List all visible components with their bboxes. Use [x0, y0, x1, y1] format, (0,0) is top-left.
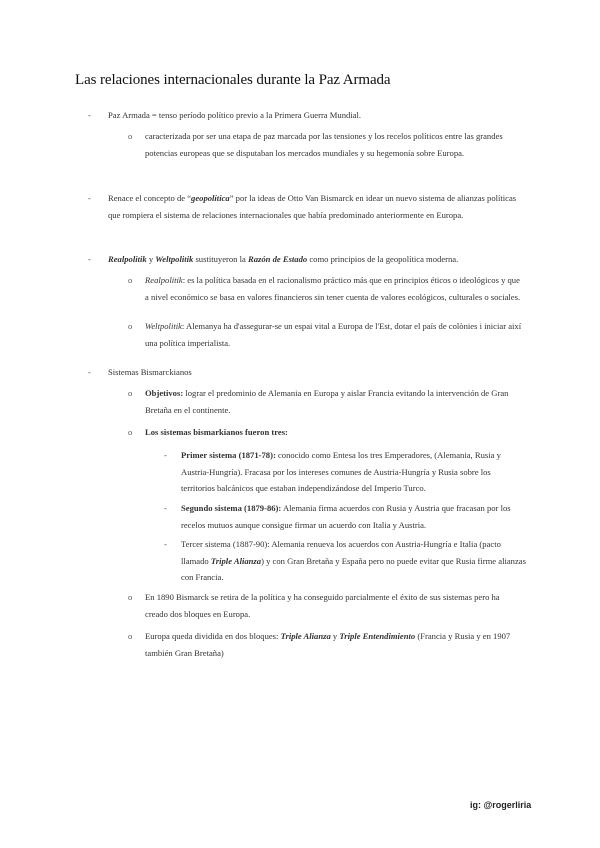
text-run: y [330, 631, 340, 641]
objetivos-label: Objetivos: [145, 388, 184, 398]
text-run: conocido como Entesa los tres Emperadores, (Alemania, Rusia y Austria-Hungría). Fracasa por los intereses comunes de Austria-Hungría y Rusia sobre los territorios balcánicos que estaban independizándose del Imperio Turco. [181, 450, 501, 493]
term-realpolitik: Realpolitik [108, 254, 147, 264]
bullet-dash: - [164, 503, 167, 513]
bullet-ring: o [128, 631, 133, 641]
text-run: como principios de la geopolítica moderna. [307, 254, 459, 264]
term-weltpolitik: Weltpolitik [145, 321, 182, 331]
system-label: Segundo sistema (1879-86): [181, 503, 282, 513]
term-triple-entendimiento: Triple Entendimiento [339, 631, 416, 641]
bullet-dash: - [88, 367, 91, 377]
objetivos-item [145, 385, 523, 418]
text-run: : Alemanya ha d'assegurar-se un espai vital a Europa de l'Est, dotar el país de colònies i iniciar així una política imperialista. [145, 321, 522, 348]
term-geopolitica: geopolítica [191, 193, 230, 203]
paz-armada-description: caracterizada por ser una etapa de paz marcada por las tensiones y los recelos políticos entre las grandes potencias europeas que se disputaban los mercados mundiales y su hegemonía sobre Europa. [145, 131, 503, 158]
systems-list-heading: Los sistemas bismarkianos fueron tres: [145, 427, 288, 437]
text-run: ) y con Gran Bretaña y España pero no puede evitar que Rusia firme alianzas con Francia. [181, 555, 526, 582]
bullet-dash: - [164, 450, 167, 460]
term-weltpolitik: Weltpolitik [155, 254, 194, 264]
system-label: Tercer sistema (1887-90): [181, 539, 270, 549]
text-run: sustituyeron la [193, 254, 248, 264]
principles-paragraph [108, 251, 528, 268]
bullet-dash: - [164, 539, 167, 549]
paz-armada-definition: Paz Armada = tenso período político previo a la Primera Guerra Mundial. [108, 110, 362, 120]
text-run: Alemania renueva los acuerdos con Austria-Hungría e Italia (pacto llamado [181, 539, 501, 566]
geopolitica-paragraph [108, 190, 528, 223]
text-run: Europa queda dividida en dos bloques: [145, 631, 281, 641]
bismarck-retirement-note: En 1890 Bismarck se retira de la política y ha conseguido parcialmente el éxito de sus sistemas pero ha creado dos bloques en Europa. [145, 592, 500, 619]
realpolitik-definition [145, 272, 523, 305]
weltpolitik-definition [145, 318, 523, 351]
bullet-ring: o [128, 321, 133, 331]
term-realpolitik: Realpolitik [145, 275, 183, 285]
primer-sistema-item [181, 447, 526, 497]
text-run: y [146, 254, 156, 264]
sistemas-heading: Sistemas Bismarckianos [108, 367, 192, 377]
term-razon-de-estado: Razón de Estado [247, 254, 308, 264]
term-triple-alianza: Triple Alianza [280, 631, 331, 641]
term-triple-alianza: Triple Alianza [210, 555, 262, 566]
bullet-ring: o [128, 592, 133, 602]
author-handle: ig: @rogerliria [470, 800, 532, 810]
bullet-dash: - [88, 193, 91, 203]
system-label: Primer sistema (1871-78): [181, 450, 276, 460]
text-run: (Francia y Rusia y en 1907 también Gran Bretaña) [145, 631, 511, 658]
bullet-dash: - [88, 254, 91, 264]
page-title: Las relaciones internacionales durante la Paz Armada [75, 72, 391, 88]
europe-blocs-note [145, 628, 523, 661]
bullet-ring: o [128, 131, 133, 141]
bullet-ring: o [128, 275, 133, 285]
text-run: lograr el predominio de Alemania en Europa y aislar Francia evitando la intervención de Gran Bretaña en el continente. [145, 388, 509, 415]
segundo-sistema-item [181, 500, 526, 533]
text-run: ” por la ideas de Otto Van Bismarck en idear un nuevo sistema de alianzas políticas que rompiera el sistema de relaciones internacionales que había predominado anteriormente en Europa. [108, 193, 517, 220]
text-run: Renace el concepto de “ [108, 193, 192, 203]
bullet-ring: o [128, 388, 133, 398]
text-run: Alemania firma acuerdos con Rusia y Austria que fracasan por los recelos mutuos aunque consigue firmar un acuerdo con Italia y Austria. [181, 503, 511, 530]
bullet-ring: o [128, 427, 133, 437]
bullet-dash: - [88, 110, 91, 120]
tercer-sistema-item [181, 536, 526, 586]
text-run: : es la política basada en el racionalismo práctico más que en principios éticos o ideológicos y que a nivel económico se basa en valores financieros sin tener cuenta de valores ecológicos, culturales o sociales. [145, 275, 521, 302]
